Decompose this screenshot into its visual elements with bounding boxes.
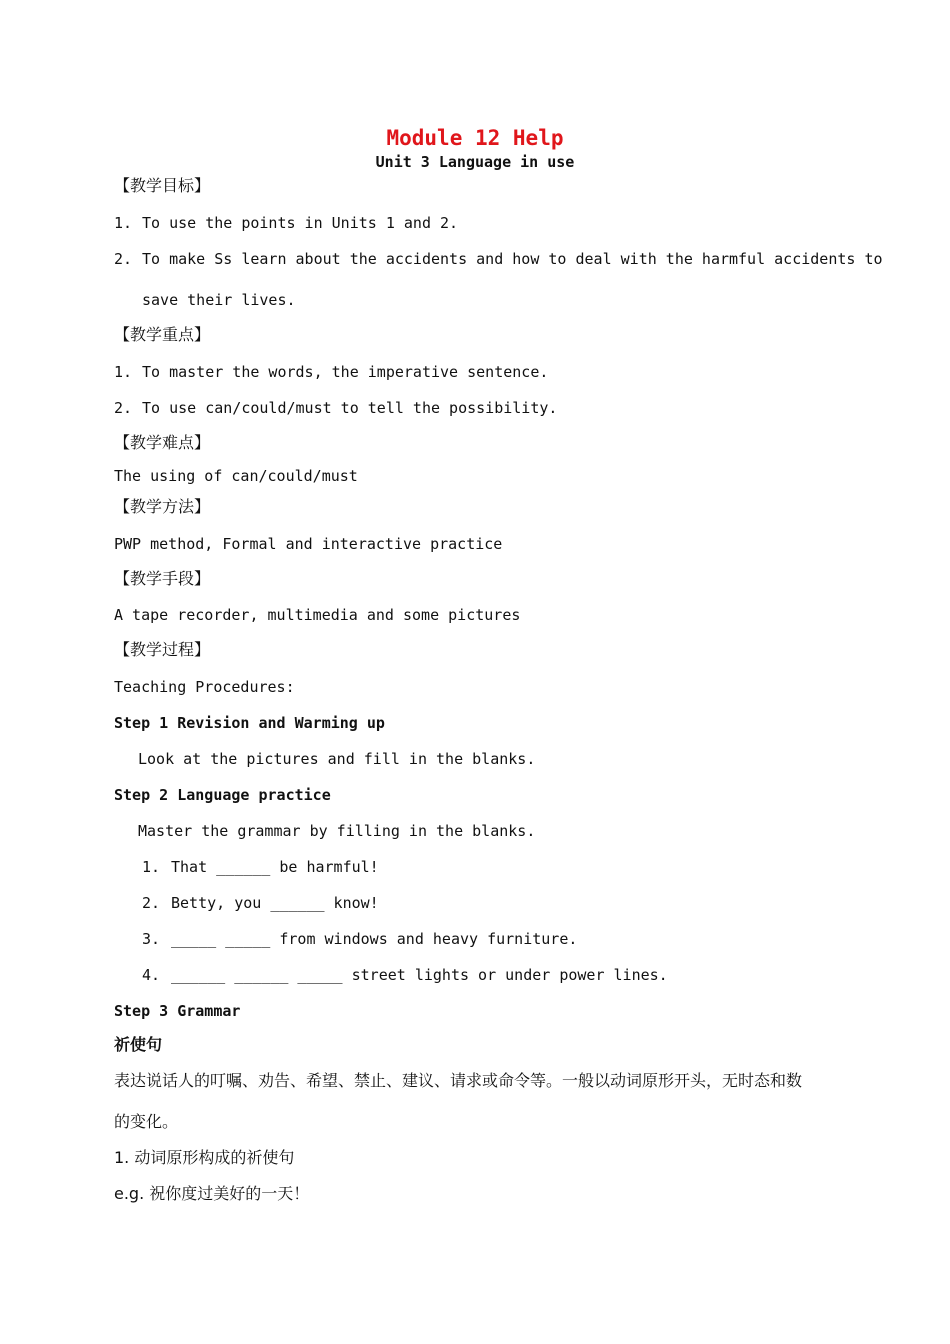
grammar-example: e.g. 祝你度过美好的一天！ bbox=[114, 1184, 310, 1203]
exercise-text-1: That ______ be harmful! bbox=[171, 858, 379, 876]
document-title: Module 12 Help bbox=[386, 126, 564, 150]
heading-process: 【教学过程】 bbox=[114, 640, 211, 659]
heading-methods: 【教学方法】 bbox=[114, 497, 211, 516]
step1-text: Look at the pictures and fill in the blanks. bbox=[138, 750, 536, 768]
aids-text: A tape recorder, multimedia and some pictures bbox=[114, 606, 521, 624]
grammar-point-1: 1. 动词原形构成的祈使句 bbox=[114, 1148, 295, 1167]
step3-title: Step 3 Grammar bbox=[114, 1002, 241, 1020]
step2-title: Step 2 Language practice bbox=[114, 786, 331, 804]
key-point-num-1: 1. bbox=[114, 363, 133, 381]
objective-text-2-cont: save their lives. bbox=[142, 291, 296, 309]
heading-key-points: 【教学重点】 bbox=[114, 325, 211, 344]
process-intro: Teaching Procedures: bbox=[114, 678, 295, 696]
key-point-text-2: To use can/could/must to tell the possibility. bbox=[142, 399, 558, 417]
document-subtitle: Unit 3 Language in use bbox=[375, 153, 575, 171]
objective-num-1: 1. bbox=[114, 214, 133, 232]
heading-difficulties: 【教学难点】 bbox=[114, 433, 211, 452]
exercise-text-2: Betty, you ______ know! bbox=[171, 894, 379, 912]
grammar-paragraph-line1: 表达说话人的叮嘱、劝告、希望、禁止、建议、请求或命令等。一般以动词原形开头，无时态和数 bbox=[114, 1071, 803, 1090]
difficulties-text: The using of can/could/must bbox=[114, 467, 358, 485]
exercise-text-3: _____ _____ from windows and heavy furniture. bbox=[171, 930, 578, 948]
key-point-num-2: 2. bbox=[114, 399, 133, 417]
exercise-num-3: 3. bbox=[142, 930, 161, 948]
exercise-num-4: 4. bbox=[142, 966, 161, 984]
exercise-num-2: 2. bbox=[142, 894, 161, 912]
heading-aids: 【教学手段】 bbox=[114, 569, 211, 588]
exercise-text-4: ______ ______ _____ street lights or under power lines. bbox=[171, 966, 668, 984]
objective-text-1: To use the points in Units 1 and 2. bbox=[142, 214, 459, 232]
grammar-subheading: 祈使句 bbox=[114, 1035, 163, 1054]
objective-text-2: To make Ss learn about the accidents and how to deal with the harmful accidents to bbox=[142, 250, 883, 268]
key-point-text-1: To master the words, the imperative sentence. bbox=[142, 363, 549, 381]
grammar-paragraph-line2: 的变化。 bbox=[114, 1112, 179, 1131]
exercise-num-1: 1. bbox=[142, 858, 161, 876]
objective-num-2: 2. bbox=[114, 250, 133, 268]
heading-objectives: 【教学目标】 bbox=[114, 176, 211, 195]
methods-text: PWP method, Formal and interactive practice bbox=[114, 535, 503, 553]
step2-text: Master the grammar by filling in the blanks. bbox=[138, 822, 536, 840]
step1-title: Step 1 Revision and Warming up bbox=[114, 714, 385, 732]
